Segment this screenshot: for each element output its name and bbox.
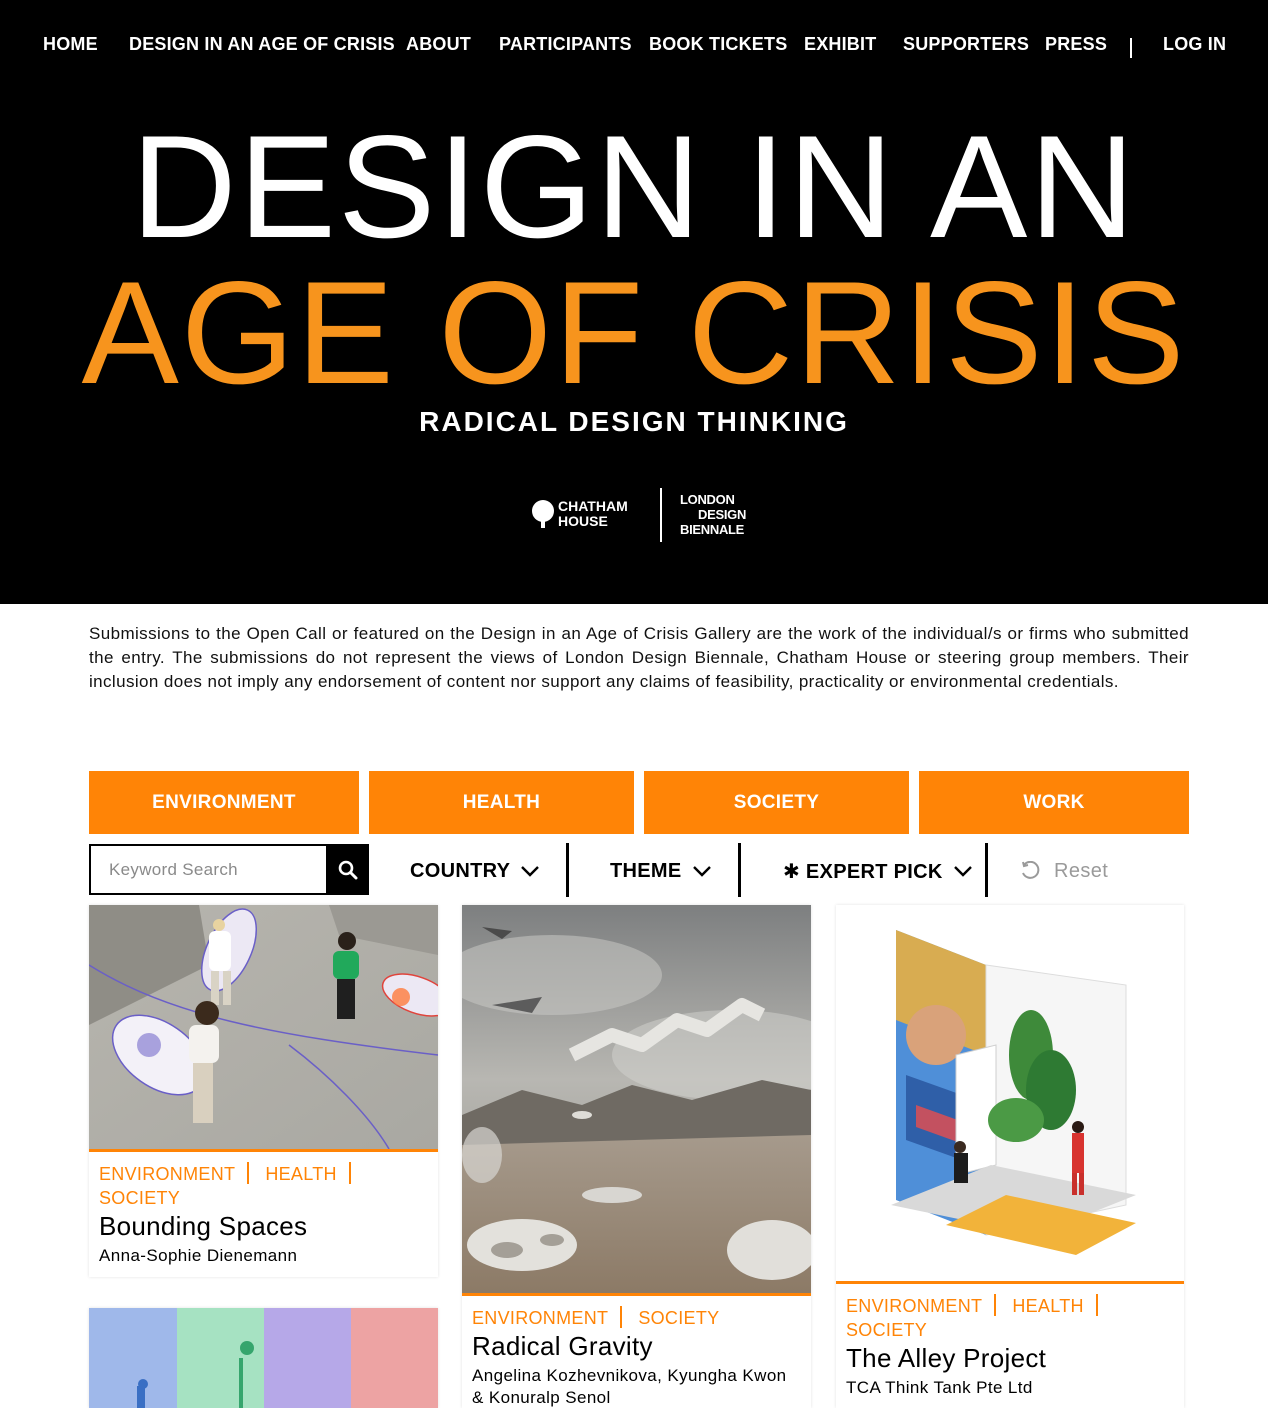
project-card-partial[interactable] [89,1308,438,1408]
nav-about[interactable]: ABOUT [406,34,471,54]
disclaimer-text: Submissions to the Open Call or featured on the Design in an Age of Crisis Gallery are the work of the individual/s or firms who submitted the entry. The submissions do not represent the views of London Design Biennale, Chatham House or steering group members. Their inclusion does not imply any endorsement of content nor support any claims of feasibility, practicality or environmental credentials. [89,624,1189,691]
project-card-bounding-spaces[interactable] [89,905,438,1277]
tag-environment[interactable]: ENVIRONMENT [99,1164,236,1184]
ldb-logo-line-1: LONDON [680,492,735,507]
project-image[interactable] [836,905,1184,1281]
country-filter-label: COUNTRY [410,859,511,882]
reset-label: Reset [1054,859,1109,882]
country-filter-dropdown[interactable] [410,856,540,886]
nav-divider [1130,38,1132,58]
card-author: Angelina Kozhevnikova, Kyungha Kwon & Konuralp Senol [472,1366,787,1407]
theme-filter-label: THEME [610,859,682,882]
keyword-search-input[interactable] [91,846,326,893]
card-tags [99,1162,428,1210]
nav-participants[interactable]: PARTICIPANTS [499,34,632,54]
partner-logos [530,488,750,544]
card-title[interactable]: Bounding Spaces [99,1211,308,1241]
tag-environment[interactable]: ENVIRONMENT [846,1296,983,1316]
theme-button-environment[interactable]: ENVIRONMENT [89,771,359,834]
tag-health[interactable]: HEALTH [265,1164,337,1184]
ldb-logo-line-2: DESIGN [698,507,747,522]
tag-divider [994,1294,996,1316]
filter-divider [985,843,988,897]
search-button[interactable] [326,844,369,895]
project-card-the-alley-project[interactable] [836,905,1184,1408]
hero-subtitle: RADICAL DESIGN THINKING [419,406,849,437]
filter-divider [566,843,569,897]
search-icon [338,860,358,880]
globe-icon [532,500,554,522]
card-title[interactable]: The Alley Project [846,1343,1047,1373]
tag-health[interactable]: HEALTH [1012,1296,1084,1316]
project-image[interactable] [89,905,438,1149]
hero-title-line-1: DESIGN IN AN [131,105,1137,268]
tag-environment[interactable]: ENVIRONMENT [472,1308,609,1328]
project-image[interactable] [462,905,811,1293]
card-author: Anna-Sophie Dienemann [99,1246,298,1265]
card-tags [846,1294,1174,1342]
card-author: TCA Think Tank Pte Ltd [846,1378,1033,1397]
project-card-radical-gravity[interactable] [462,905,811,1408]
reset-filters-button[interactable] [1020,856,1108,886]
tag-divider [349,1162,351,1184]
tag-divider [620,1306,622,1328]
search-box [89,844,326,895]
card-tags [472,1306,801,1330]
nav-home[interactable]: HOME [43,34,98,54]
theme-filter-dropdown[interactable] [610,856,712,886]
chevron-down-icon [953,860,973,883]
chatham-house-logo-line-1: CHATHAM [558,498,628,514]
card-accent-rule [462,1293,811,1296]
top-navigation [0,34,1268,58]
nav-book-tickets[interactable]: BOOK TICKETS [649,34,788,54]
logo-divider [660,488,662,542]
nav-log-in[interactable]: LOG IN [1163,34,1227,54]
chatham-house-logo-line-2: HOUSE [558,513,608,529]
tag-society[interactable]: SOCIETY [99,1188,181,1208]
nav-design-in-an-age-of-crisis[interactable]: DESIGN IN AN AGE OF CRISIS [129,34,395,54]
london-design-biennale-logo[interactable] [680,492,746,537]
ldb-logo-line-3: BIENNALE [680,522,745,537]
tag-divider [247,1162,249,1184]
reset-icon [1020,861,1040,881]
theme-button-society[interactable]: SOCIETY [644,771,909,834]
tag-divider [1096,1294,1098,1316]
card-title[interactable]: Radical Gravity [472,1331,653,1361]
nav-exhibit[interactable]: EXHIBIT [804,34,877,54]
nav-press[interactable]: PRESS [1045,34,1108,54]
chevron-down-icon [520,860,540,883]
theme-button-work[interactable]: WORK [919,771,1189,834]
theme-button-health[interactable]: HEALTH [369,771,634,834]
filter-divider [738,843,741,897]
tag-society[interactable]: SOCIETY [846,1320,928,1340]
card-accent-rule [89,1149,438,1152]
expert-pick-filter-label: ✱ EXPERT PICK [783,860,943,883]
hero-title-line-2: AGE OF CRISIS [81,251,1187,414]
project-image[interactable] [89,1308,438,1408]
tag-society[interactable]: SOCIETY [638,1308,720,1328]
hero-banner [0,0,1268,604]
nav-supporters[interactable]: SUPPORTERS [903,34,1030,54]
expert-pick-filter-dropdown[interactable] [783,856,973,886]
chevron-down-icon [692,860,712,883]
card-accent-rule [836,1281,1184,1284]
